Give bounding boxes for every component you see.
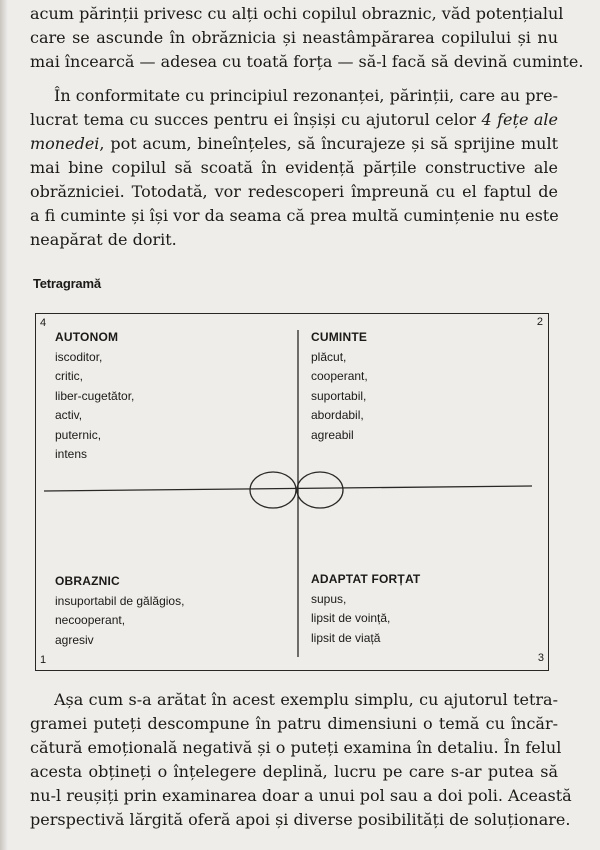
quadrant-item: agresiv xyxy=(55,632,94,647)
quadrant-item: puternic, xyxy=(55,427,102,442)
emphasis-text: 4 fețe ale xyxy=(481,110,558,129)
text-line: gramei puteți descompune în patru dimensiuni o temă cu încăr- xyxy=(30,714,558,733)
right-loop xyxy=(297,472,343,508)
quadrant-cuminte xyxy=(311,328,368,445)
horizontal-axis xyxy=(44,486,532,491)
text-line: mai încearcă — adesea cu toată forța — să-l facă să devină cuminte. xyxy=(30,52,584,71)
text-run: lucrat tema cu succes pentru ei înșiși cu ajutorul celor xyxy=(30,110,482,129)
text-line: perspectivă lărgită oferă apoi și diverse posibilități de soluționare. xyxy=(30,810,571,829)
quadrant-item: lipsit de viață xyxy=(311,630,381,645)
text-line: care se ascunde în obrăznicia și neastâmpărarea copilului și nu xyxy=(30,28,558,47)
text-line: acesta obțineți o înțelegere deplină, lucru pe care s-ar putea să xyxy=(30,762,558,781)
quadrant-title: OBRAZNIC xyxy=(55,574,120,588)
quadrant-item: supus, xyxy=(311,591,347,606)
quadrant-autonom xyxy=(55,328,134,465)
quadrant-item: critic, xyxy=(55,369,83,383)
paragraph-1 xyxy=(30,2,584,74)
quadrant-item: suportabil, xyxy=(311,388,367,403)
quadrant-item: cooperant, xyxy=(311,369,368,383)
paragraph-2 xyxy=(30,84,558,252)
tetragram-box xyxy=(35,313,549,671)
quadrant-item: intens xyxy=(55,447,88,461)
quadrant-adaptat-fortat xyxy=(311,570,420,648)
text-line xyxy=(30,132,558,156)
quadrant-item: abordabil, xyxy=(311,408,364,422)
text-line xyxy=(30,108,558,132)
quadrant-item: agreabil xyxy=(311,427,354,442)
text-line: În conformitate cu principiul rezonanței, părinții, care au pre- xyxy=(54,86,558,105)
quadrant-title: ADAPTAT FORȚAT xyxy=(311,572,421,586)
text-line: obrăzniciei. Totodată, vor redescoperi împreună cu el faptul de xyxy=(30,182,558,201)
text-line: a fi cuminte și își vor da seama că prea multă cumințenie nu este xyxy=(30,206,559,225)
quadrant-title: CUMINTE xyxy=(311,330,368,344)
quadrant-item: lipsit de voință, xyxy=(311,611,391,625)
emphasis-text: monedei xyxy=(30,134,100,153)
text-line: Așa cum s-a arătat în acest exemplu simplu, cu ajutorul tetra- xyxy=(54,690,558,709)
text-line: mai bine copilul să scoată în evidență părțile constructive ale xyxy=(30,158,558,177)
left-loop xyxy=(250,472,296,508)
corner-number-top-left: 4 xyxy=(40,317,47,329)
page-edge-shadow xyxy=(0,0,8,850)
text-line: neapărat de dorit. xyxy=(30,230,177,249)
text-line: nu-l reușiți prin examinarea doar a unui pol sau a doi poli. Această xyxy=(30,786,572,805)
corner-number-bottom-left: 1 xyxy=(40,654,47,666)
quadrant-item: activ, xyxy=(55,408,83,422)
quadrant-obraznic xyxy=(55,572,184,650)
quadrant-item: liber-cugetător, xyxy=(55,388,135,403)
quadrant-item: necooperant, xyxy=(55,613,126,627)
corner-number-top-right: 2 xyxy=(536,316,543,328)
quadrant-item: iscoditor, xyxy=(55,349,103,364)
quadrant-item: plăcut, xyxy=(311,349,347,364)
paragraph-3 xyxy=(30,688,572,832)
text-run: , pot acum, bineînțeles, să încurajeze și să sprijine mult xyxy=(99,134,558,153)
section-heading: Tetragramă xyxy=(33,276,101,291)
quadrant-title: AUTONOM xyxy=(55,330,119,344)
corner-number-bottom-right: 3 xyxy=(537,652,544,664)
text-line: cătură emoțională negativă și o puteți examina în detaliu. În felul xyxy=(30,738,562,757)
text-line: acum părinții privesc cu alți ochi copilul obraznic, văd potențialul xyxy=(30,4,564,23)
quadrant-item: insuportabil de gălăgios, xyxy=(55,593,185,608)
